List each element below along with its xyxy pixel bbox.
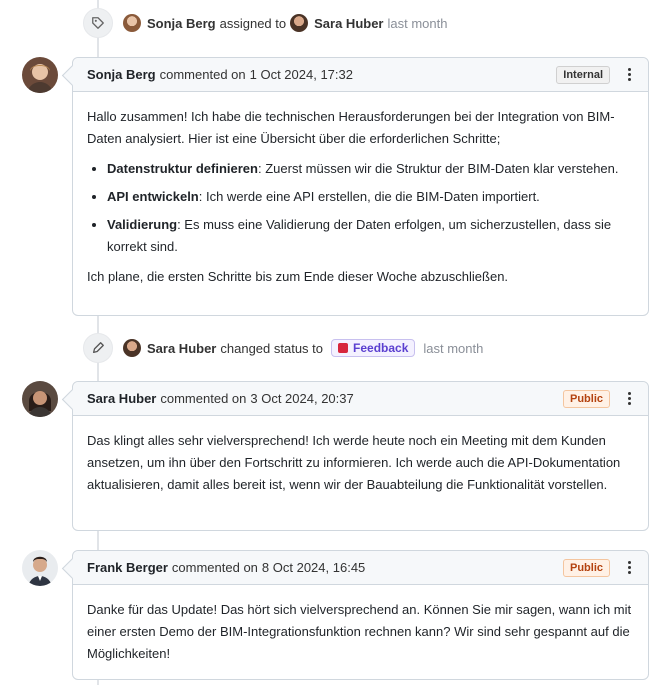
comment-action: commented on	[160, 391, 247, 406]
comment-body	[73, 92, 648, 300]
more-options-icon[interactable]	[624, 561, 634, 574]
event-action: changed status to	[220, 340, 324, 356]
visibility-badge: Internal	[556, 66, 610, 84]
comment-author[interactable]: Sonja Berg	[87, 67, 156, 82]
comment-text: Das klingt alles sehr vielversprechend! Ich werde heute noch ein Meeting mit dem Kunden ansetzen, um ihn über den Fortschritt zu informieren. Ich werde auch die API-Dokumentation aktualisieren, damit alles bereit ist, wenn wir der Bauabteilung die Funktionalität vorstellen.	[87, 433, 621, 492]
pencil-icon	[83, 333, 113, 363]
comment-body	[73, 416, 648, 508]
list-item-text: : Es muss eine Validierung der Daten erfolgen, um sicherzustellen, dass sie korrekt sind.	[107, 217, 612, 254]
event-time: last month	[423, 340, 484, 356]
actor-name[interactable]: Sara Huber	[147, 340, 217, 356]
assignment-event	[83, 8, 447, 38]
list-item	[107, 158, 634, 180]
comment-header	[73, 58, 648, 92]
assignee-name[interactable]: Sara Huber	[314, 15, 384, 31]
avatar[interactable]	[22, 57, 58, 93]
visibility-badge: Public	[563, 390, 610, 408]
comment-body	[73, 585, 648, 677]
more-options-icon[interactable]	[624, 68, 634, 81]
avatar[interactable]	[22, 550, 58, 586]
list-item-text: : Ich werde eine API erstellen, die die BIM-Daten importiert.	[198, 189, 540, 204]
status-badge	[331, 339, 415, 357]
avatar[interactable]	[123, 339, 141, 357]
more-options-icon[interactable]	[624, 392, 634, 405]
comment-date[interactable]: 1 Oct 2024, 17:32	[249, 67, 353, 82]
status-label: Feedback	[353, 341, 409, 355]
comment-date[interactable]: 8 Oct 2024, 16:45	[261, 560, 366, 575]
status-change-event	[83, 333, 483, 363]
actor-name[interactable]: Sonja Berg	[147, 15, 216, 31]
list-item-title: Validierung	[107, 217, 178, 232]
comment-action: commented on	[159, 67, 246, 82]
comment-header	[73, 382, 648, 416]
list-item-text: : Zuerst müssen wir die Struktur der BIM-Daten klar verstehen.	[257, 161, 619, 176]
comment-card	[72, 550, 649, 680]
comment-header	[73, 551, 648, 585]
list-item	[107, 214, 634, 258]
comment-text: Danke für das Update! Das hört sich vielversprechend an. Können Sie mir sagen, wann ich mit einer ersten Demo der BIM-Integrationsfunktion rechnen kann? Wir sind sehr gespannt auf die Möglichkeiten!	[87, 602, 632, 661]
comment-author[interactable]: Frank Berger	[87, 560, 168, 575]
status-color-dot	[338, 343, 348, 353]
avatar[interactable]	[22, 381, 58, 417]
event-time: last month	[387, 15, 448, 31]
comment-outro: Ich plane, die ersten Schritte bis zum Ende dieser Woche abzuschließen.	[87, 269, 509, 284]
comment-card	[72, 57, 649, 316]
steps-list	[87, 158, 634, 258]
event-action: assigned to	[219, 15, 287, 31]
tag-icon	[83, 8, 113, 38]
comment-intro: Hallo zusammen! Ich habe die technischen Herausforderungen bei der Integration von BIM-Daten analysiert. Hier ist eine Übersicht über die erforderlichen Schritte;	[87, 109, 615, 146]
comment-action: commented on	[171, 560, 258, 575]
list-item-title: Datenstruktur definieren	[107, 161, 258, 176]
list-item	[107, 186, 634, 208]
comment-author[interactable]: Sara Huber	[87, 391, 157, 406]
avatar[interactable]	[123, 14, 141, 32]
list-item-title: API entwickeln	[107, 189, 199, 204]
comment-date[interactable]: 3 Oct 2024, 20:37	[250, 391, 354, 406]
avatar[interactable]	[290, 14, 308, 32]
comment-card	[72, 381, 649, 531]
visibility-badge: Public	[563, 559, 610, 577]
